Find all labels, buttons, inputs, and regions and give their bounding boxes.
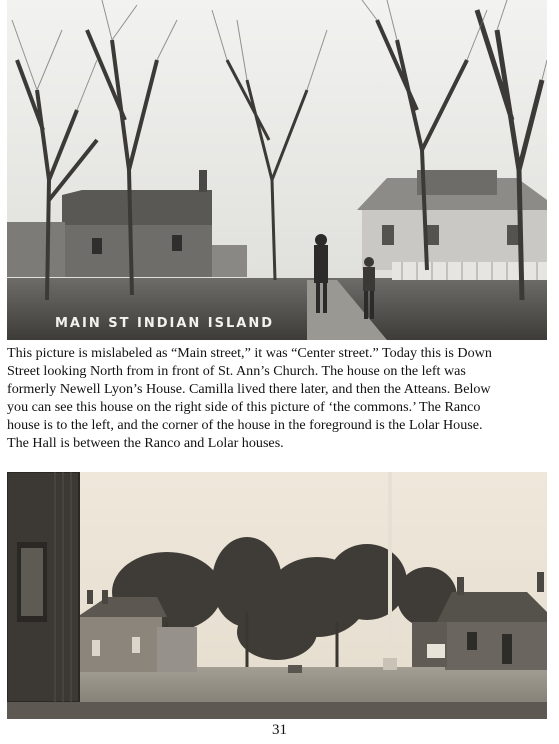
paragraph-line: Street looking North from in front of St. Ann’s Church. The house on the left was — [7, 363, 466, 379]
page-number: 31 — [272, 722, 287, 738]
photo-the-commons — [7, 472, 547, 719]
photo-main-street — [7, 0, 547, 340]
paragraph-line: The Hall is between the Ranco and Lolar houses. — [7, 435, 284, 451]
paragraph-line: house is to the left, and the corner of the house in the foreground is the Lolar House. — [7, 417, 483, 433]
paragraph-line: formerly Newell Lyon’s House. Camilla lived there later, and then the Atteans. Below — [7, 381, 491, 397]
paragraph-line: you can see this house on the right side of this picture of ‘the commons.’ The Ranco — [7, 399, 481, 415]
body-paragraph — [7, 344, 552, 452]
paragraph-line: This picture is mislabeled as “Main street,” it was “Center street.” Today this is Down — [7, 345, 492, 361]
photo-overlay-caption: MAIN ST INDIAN ISLAND — [55, 316, 275, 331]
